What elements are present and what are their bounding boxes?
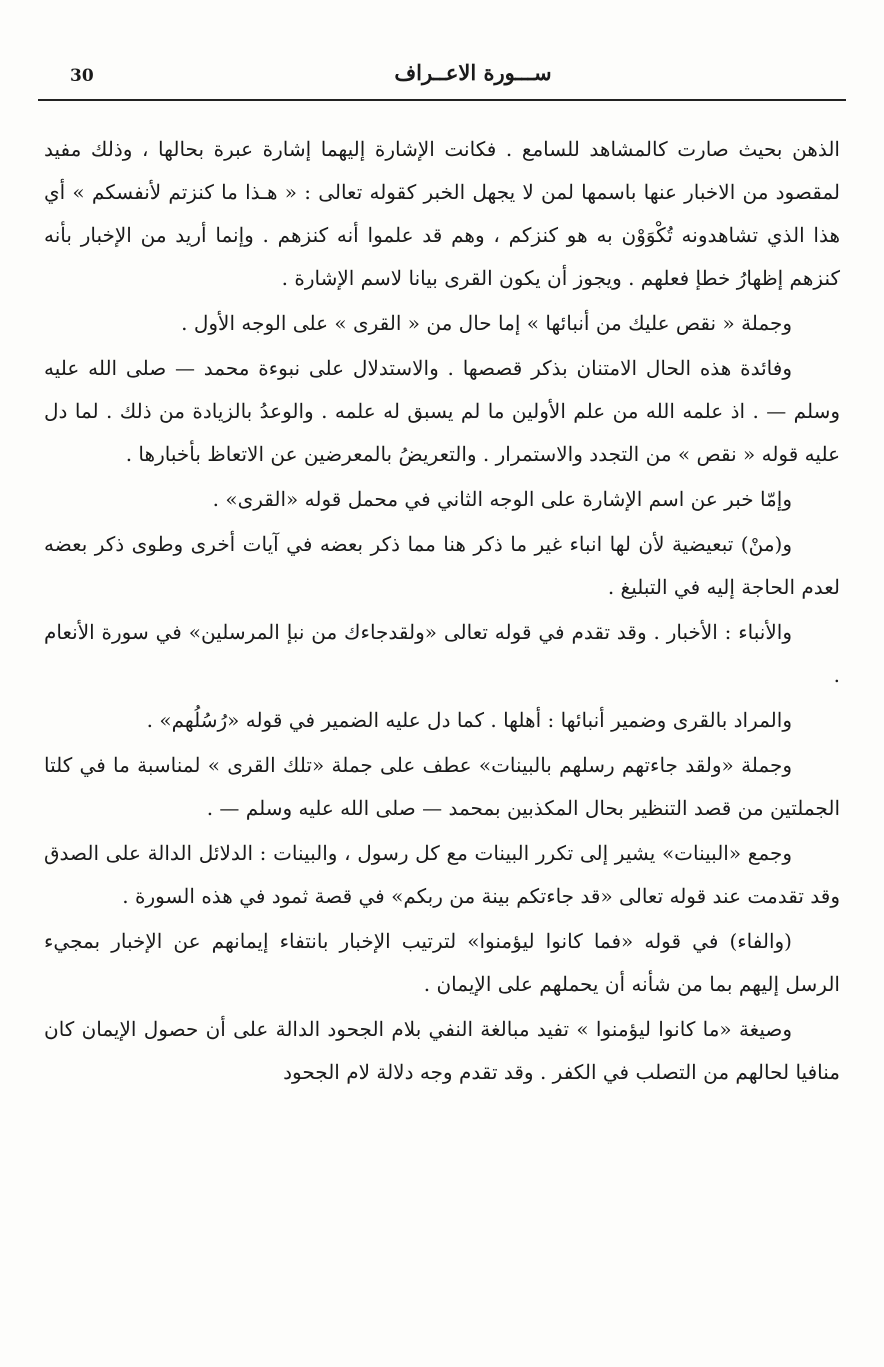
paragraph-5: و(منْ) تبعيضية لأن لها انباء غير ما ذكر هنا مما ذكر بعضه في آيات أخرى وطوى ذكر بعضه لعدم الحاجة إليه في التبليغ . [44,532,840,599]
paragraph-2: وجملة « نقص عليك من أنبائها » إما حال من « القرى » على الوجه الأول . [181,311,792,335]
paragraph-1: الذهن بحيث صارت كالمشاهد للسامع . فكانت الإشارة إليهما إشارة عبرة بحالها ، وذلك مفيد لمقصود من الاخبار عنها باسمها لمن لا يجهل الخبر كقوله تعالى : « هـذا ما كنزتم لأنفسكم » أي هذا الذي تشاهدونه تُكْوَوْن به هو كنزكم ، وهم قد علموا أنه كنزهم . وإنما أريد من الإخبار بأنه كنزهم إظهارُ خطإ فعلهم . ويجوز أن يكون القرى بيانا لاسم الإشارة . [44,137,840,290]
page-number: 30 [70,66,94,86]
body-text [44,128,840,1094]
paragraph-4: وإمّا خبر عن اسم الإشارة على الوجه الثاني في محمل قوله «القرى» . [212,487,792,511]
paragraph-9: وجمع «البينات» يشير إلى تكرر البينات مع كل رسول ، والبينات : الدلائل الدالة على الصدق وقد تقدمت عند قوله تعالى «قد جاءتكم بينة من ربكم» في قصة ثمود في هذه السورة . [44,841,840,908]
paragraph-3: وفائدة هذه الحال الامتنان بذكر قصصها . والاستدلال على نبوءة محمد — صلى الله عليه وسلم — . اذ علمه الله من علم الأولين ما لم يسبق له علمه . والوعدُ بالزيادة من ذلك . لما دل عليه قوله « نقص » من التجدد والاستمرار . والتعريضُ بالمعرضين عن الاتعاظ بأخبارها . [44,356,840,466]
paragraph-10: (والفاء) في قوله «فما كانوا ليؤمنوا» لترتيب الإخبار بانتفاء إيمانهم عن الإخبار بمجيء الرسل إليهم بما من شأنه أن يحملهم على الإيمان . [44,929,840,996]
paragraph-6: والأنباء : الأخبار . وقد تقدم في قوله تعالى «ولقدجاءك من نبإ المرسلين» في سورة الأنعام . [44,620,840,687]
paragraph-11: وصيغة «ما كانوا ليؤمنوا » تفيد مبالغة النفي بلام الجحود الدالة على أن حصول الإيمان كان منافيا لحالهم من التصلب في الكفر . وقد تقدم وجه دلالة لام الجحود [44,1017,840,1084]
paragraph-8: وجملة «ولقد جاءتهم رسلهم بالبينات» عطف على جملة «تلك القرى » لمناسبة ما في كلتا الجملتين من قصد التنظير بحال المكذبين بمحمد — صلى الله عليه وسلم — . [44,753,840,820]
page-header [38,58,846,98]
paragraph-7: والمراد بالقرى وضمير أنبائها : أهلها . كما دل عليه الضمير في قوله «رُسُلُهم» . [146,708,792,732]
header-rule [38,99,846,101]
running-title: ســـورة الاعــراف [394,60,552,85]
